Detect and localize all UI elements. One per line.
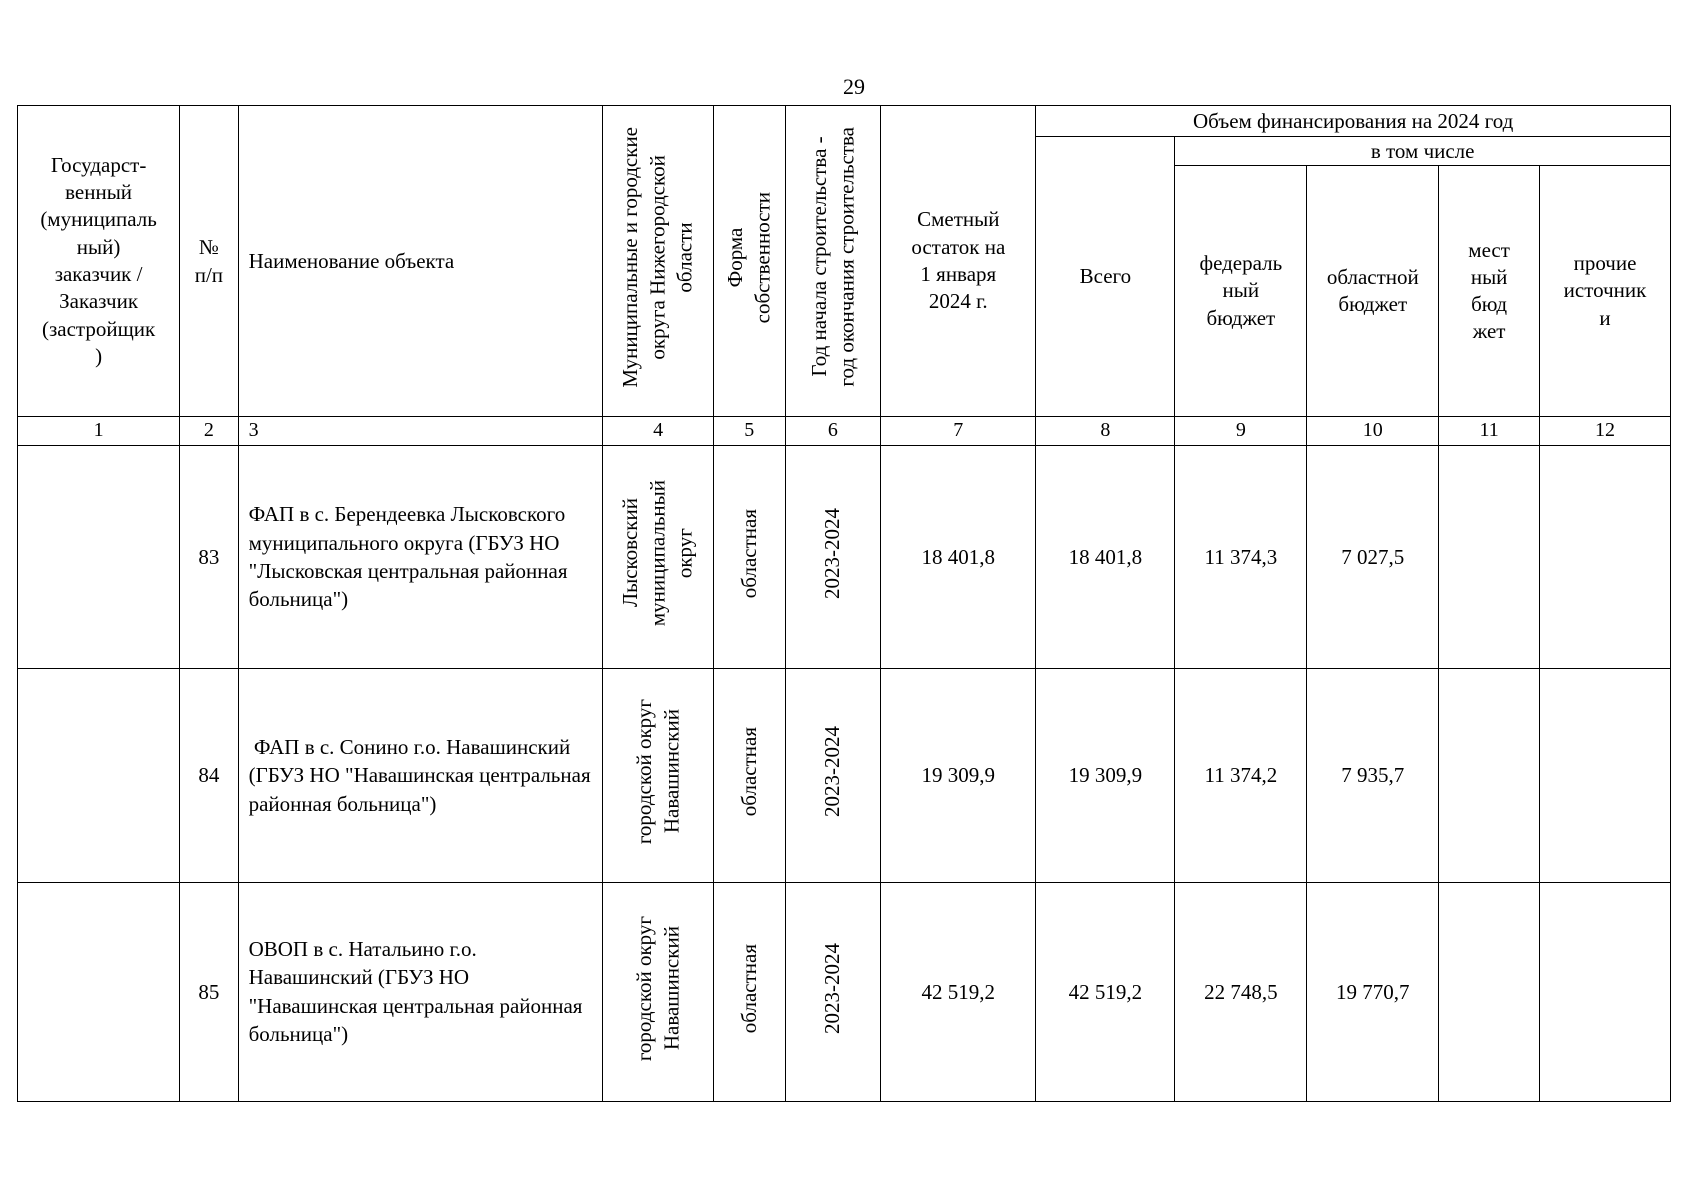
header-financing-title: Объем финансирования на 2024 год: [1036, 106, 1671, 137]
column-number: 6: [785, 416, 881, 445]
header-ownership: Форма собственности: [714, 106, 786, 417]
header-total: Всего: [1036, 137, 1175, 417]
cell-municipality: Лысковский муниципальный округ: [603, 445, 714, 668]
header-other: прочие источник и: [1539, 166, 1670, 416]
cell-ownership: областная: [714, 445, 786, 668]
cell-ownership: областная: [714, 882, 786, 1101]
column-number: 9: [1175, 416, 1307, 445]
cell-customer: [18, 445, 180, 668]
cell-customer: [18, 669, 180, 882]
financing-table: [17, 105, 1671, 1102]
cell-estimated-balance: 18 401,8: [881, 445, 1036, 668]
cell-years: 2023-2024: [785, 445, 881, 668]
column-number: 7: [881, 416, 1036, 445]
cell-total: 42 519,2: [1036, 882, 1175, 1101]
header-regional: областной бюджет: [1307, 166, 1439, 416]
table-row: [18, 669, 1671, 882]
cell-local: [1439, 445, 1540, 668]
cell-other: [1539, 445, 1670, 668]
header-years: Год начала строительства - год окончания строительства: [785, 106, 881, 417]
cell-regional: 7 935,7: [1307, 669, 1439, 882]
cell-ownership: областная: [714, 669, 786, 882]
column-number: 1: [18, 416, 180, 445]
column-number: 12: [1539, 416, 1670, 445]
column-number: 3: [238, 416, 603, 445]
header-object-name: Наименование объекта: [238, 106, 603, 417]
header-municipality: Муниципальные и городские округа Нижегородской области: [603, 106, 714, 417]
column-numbers-row: [18, 416, 1671, 445]
table-row: [18, 882, 1671, 1101]
header-including: в том числе: [1175, 137, 1671, 166]
cell-local: [1439, 669, 1540, 882]
cell-federal: 22 748,5: [1175, 882, 1307, 1101]
cell-object-name: ОВОП в с. Натальино г.о. Навашинский (ГБУЗ НО "Навашинская центральная районная больница"): [238, 882, 603, 1101]
cell-federal: 11 374,3: [1175, 445, 1307, 668]
header-federal: федераль ный бюджет: [1175, 166, 1307, 416]
cell-local: [1439, 882, 1540, 1101]
header-row-top: [18, 106, 1671, 137]
column-number: 11: [1439, 416, 1540, 445]
header-customer: Государст- венный (муниципаль ный) заказчик / Заказчик (застройщик ): [18, 106, 180, 417]
cell-regional: 7 027,5: [1307, 445, 1439, 668]
cell-num: 84: [180, 669, 238, 882]
cell-num: 83: [180, 445, 238, 668]
cell-years: 2023-2024: [785, 882, 881, 1101]
column-number: 5: [714, 416, 786, 445]
cell-total: 18 401,8: [1036, 445, 1175, 668]
cell-municipality: городской округ Навашинский: [603, 882, 714, 1101]
cell-other: [1539, 882, 1670, 1101]
cell-regional: 19 770,7: [1307, 882, 1439, 1101]
cell-estimated-balance: 19 309,9: [881, 669, 1036, 882]
cell-object-name: ФАП в с. Сонино г.о. Навашинский (ГБУЗ НО "Навашинская центральная районная больница"): [238, 669, 603, 882]
cell-object-name: ФАП в с. Берендеевка Лысковского муниципального округа (ГБУЗ НО "Лысковская центральная районная больница"): [238, 445, 603, 668]
page-number: 29: [843, 74, 865, 99]
table-row: [18, 445, 1671, 668]
cell-total: 19 309,9: [1036, 669, 1175, 882]
cell-other: [1539, 669, 1670, 882]
column-number: 2: [180, 416, 238, 445]
cell-estimated-balance: 42 519,2: [881, 882, 1036, 1101]
header-num: № п/п: [180, 106, 238, 417]
header-estimated-balance: Сметный остаток на 1 января 2024 г.: [881, 106, 1036, 417]
header-local: мест ный бюд жет: [1439, 166, 1540, 416]
column-number: 10: [1307, 416, 1439, 445]
cell-federal: 11 374,2: [1175, 669, 1307, 882]
column-number: 8: [1036, 416, 1175, 445]
cell-customer: [18, 882, 180, 1101]
column-number: 4: [603, 416, 714, 445]
cell-municipality: городской округ Навашинский: [603, 669, 714, 882]
cell-num: 85: [180, 882, 238, 1101]
cell-years: 2023-2024: [785, 669, 881, 882]
